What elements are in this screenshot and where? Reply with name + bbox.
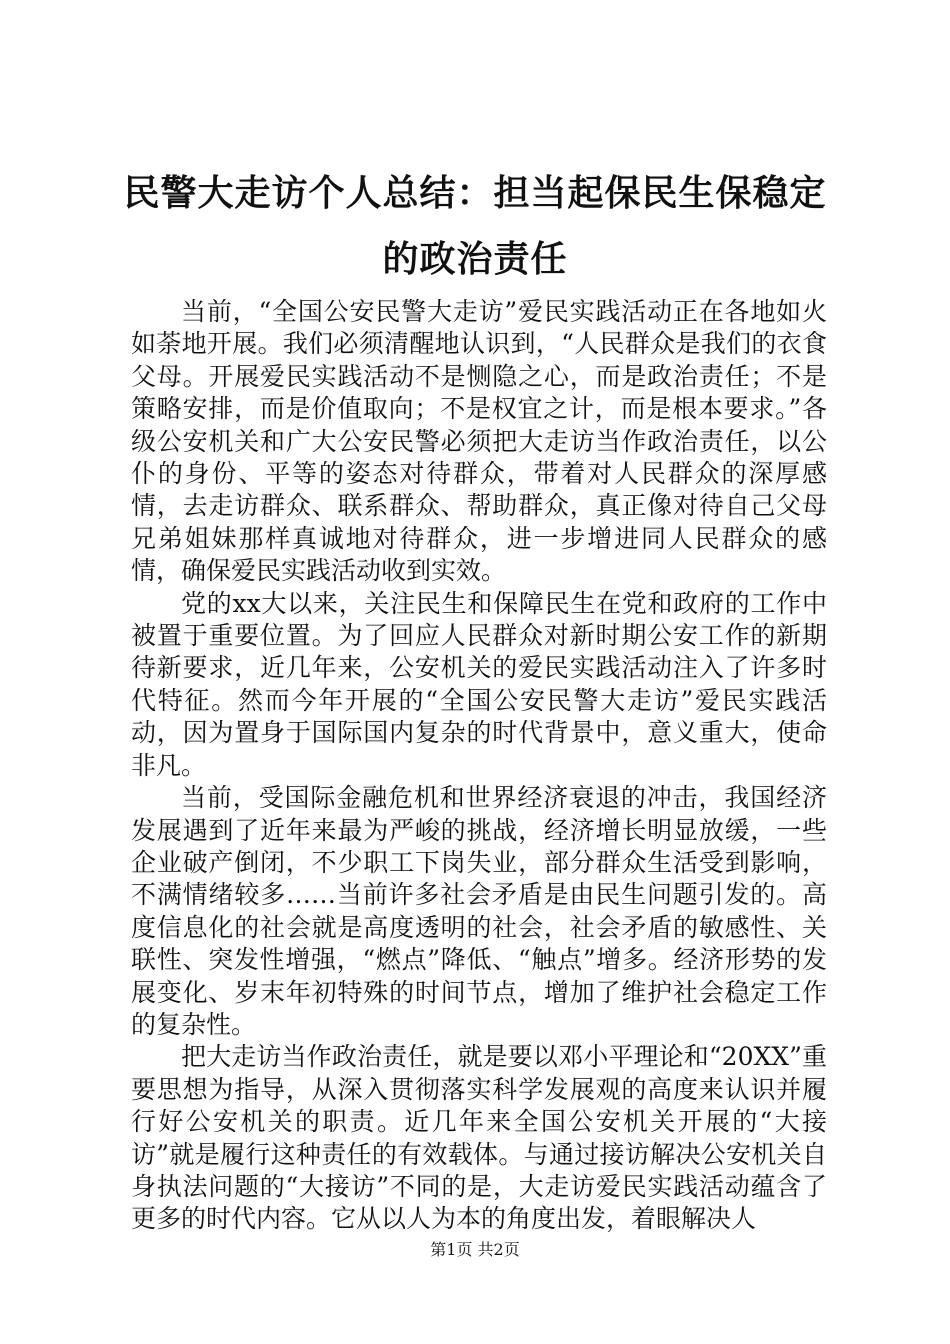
paragraph: 把大走访当作政治责任，就是要以邓小平理论和“20XX”重要思想为指导，从深入贯彻落实科学发展观的高度来认识并履行好公安机关的职责。近几年来全国公安机关开展的“大接访”就是履行这种责任的有效载体。与通过接访解决公安机关自身执法问题的“大接访”不同的是，大走访爱民实践活动蕴含了更多的时代内容。它从以人为本的角度出发，着眼解决人 (131, 1042, 827, 1234)
document-body (131, 296, 827, 1236)
paragraph: 当前，“全国公安民警大走访”爱民实践活动正在各地如火如荼地开展。我们必须清醒地认识到，“人民群众是我们的衣食父母。开展爱民实践活动不是恻隐之心，而是政治责任；不是策略安排，而是价值取向；不是权宜之计，而是根本要求。”各级公安机关和广大公安民警必须把大走访当作政治责任，以公仆的身份、平等的姿态对待群众，带着对人民群众的深厚感情，去走访群众、联系群众、帮助群众，真正像对待自己父母兄弟姐妹那样真诚地对待群众，进一步增进同人民群众的感情，确保爱民实践活动收到实效。 (131, 297, 827, 586)
document-title: 民警大走访个人总结：担当起保民生保稳定的政治责任 (123, 172, 827, 280)
page-number-footer: 第1页 共2页 (430, 1240, 520, 1259)
paragraph: 当前，受国际金融危机和世界经济衰退的冲击，我国经济发展遇到了近年来最为严峻的挑战，经济增长明显放缓，一些企业破产倒闭，不少职工下岗失业，部分群众生活受到影响，不满情绪较多……当前许多社会矛盾是由民生问题引发的。高度信息化的社会就是高度透明的社会，社会矛盾的敏感性、关联性、突发性增强，“燃点”降低、“触点”增多。经济形势的发展变化、岁末年初特殊的时间节点，增加了维护社会稳定工作的复杂性。 (131, 783, 827, 1039)
paragraph: 党的xx大以来，关注民生和保障民生在党和政府的工作中被置于重要位置。为了回应人民群众对新时期公安工作的新期待新要求，近几年来，公安机关的爱民实践活动注入了许多时代特征。然而今年开展的“全国公安民警大走访”爱民实践活动，因为置身于国际国内复杂的时代背景中，意义重大，使命非凡。 (131, 588, 827, 780)
